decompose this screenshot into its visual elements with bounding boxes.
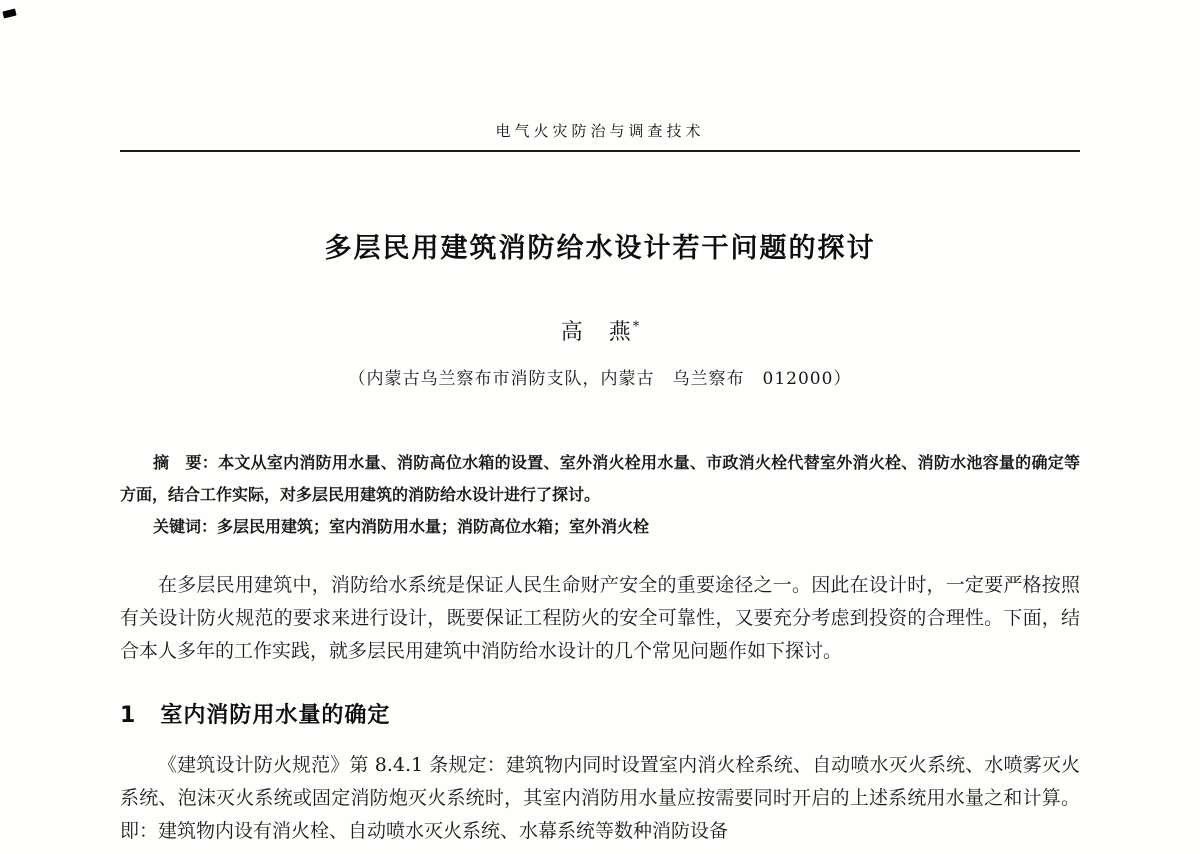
abstract-label: 摘 要： — [153, 453, 219, 472]
author-name: 高 燕 — [560, 320, 633, 345]
author-footnote-mark: * — [632, 319, 640, 335]
abstract-paragraph — [120, 447, 1080, 511]
article-title: 多层民用建筑消防给水设计若干问题的探讨 — [324, 233, 876, 264]
section-number: 1 — [120, 703, 137, 728]
section-title: 室内消防用水量的确定 — [160, 703, 391, 728]
affiliation: （内蒙古乌兰察布市消防支队，内蒙古 乌兰察布 012000） — [348, 369, 852, 389]
header-rule — [120, 150, 1080, 152]
author-line — [120, 315, 1080, 346]
keywords-label: 关键词： — [153, 517, 218, 536]
running-header-text: 电气火灾防治与调查技术 — [495, 122, 705, 140]
intro-paragraph: 在多层民用建筑中，消防给水系统是保证人民生命财产安全的重要途径之一。因此在设计时，一定要严格按照有关设计防火规范的要求来进行设计，既要保证工程防火的安全可靠性，又要充分考虑到投资的合理性。下面，结合本人多年的工作实践，就多层民用建筑中消防给水设计的几个常见问题作如下探讨。 — [120, 574, 1080, 662]
abstract-block — [120, 447, 1080, 543]
section-heading — [120, 698, 1080, 729]
abstract-text: 本文从室内消防用水量、消防高位水箱的设置、室外消火栓用水量、市政消火栓代替室外消火栓、消防水池容量的确定等方面，结合工作实际，对多层民用建筑的消防给水设计进行了探讨。 — [120, 453, 1080, 504]
section-paragraph: 《建筑设计防火规范》第 8.4.1 条规定：建筑物内同时设置室内消火栓系统、自动喷水灭火系统、水喷雾灭火系统、泡沫灭火系统或固定消防炮灭火系统时，其室内消防用水量应按需要同时开启的上述系统用水量之和计算。即：建筑物内设有消火栓、自动喷水灭火系统、水幕系统等数种消防设备 — [120, 754, 1080, 842]
keywords-paragraph — [120, 511, 1080, 543]
running-header — [120, 0, 1080, 152]
scan-artifact-topleft — [2, 9, 16, 19]
keywords-text: 多层民用建筑；室内消防用水量；消防高位水箱；室外消火栓 — [217, 517, 650, 536]
